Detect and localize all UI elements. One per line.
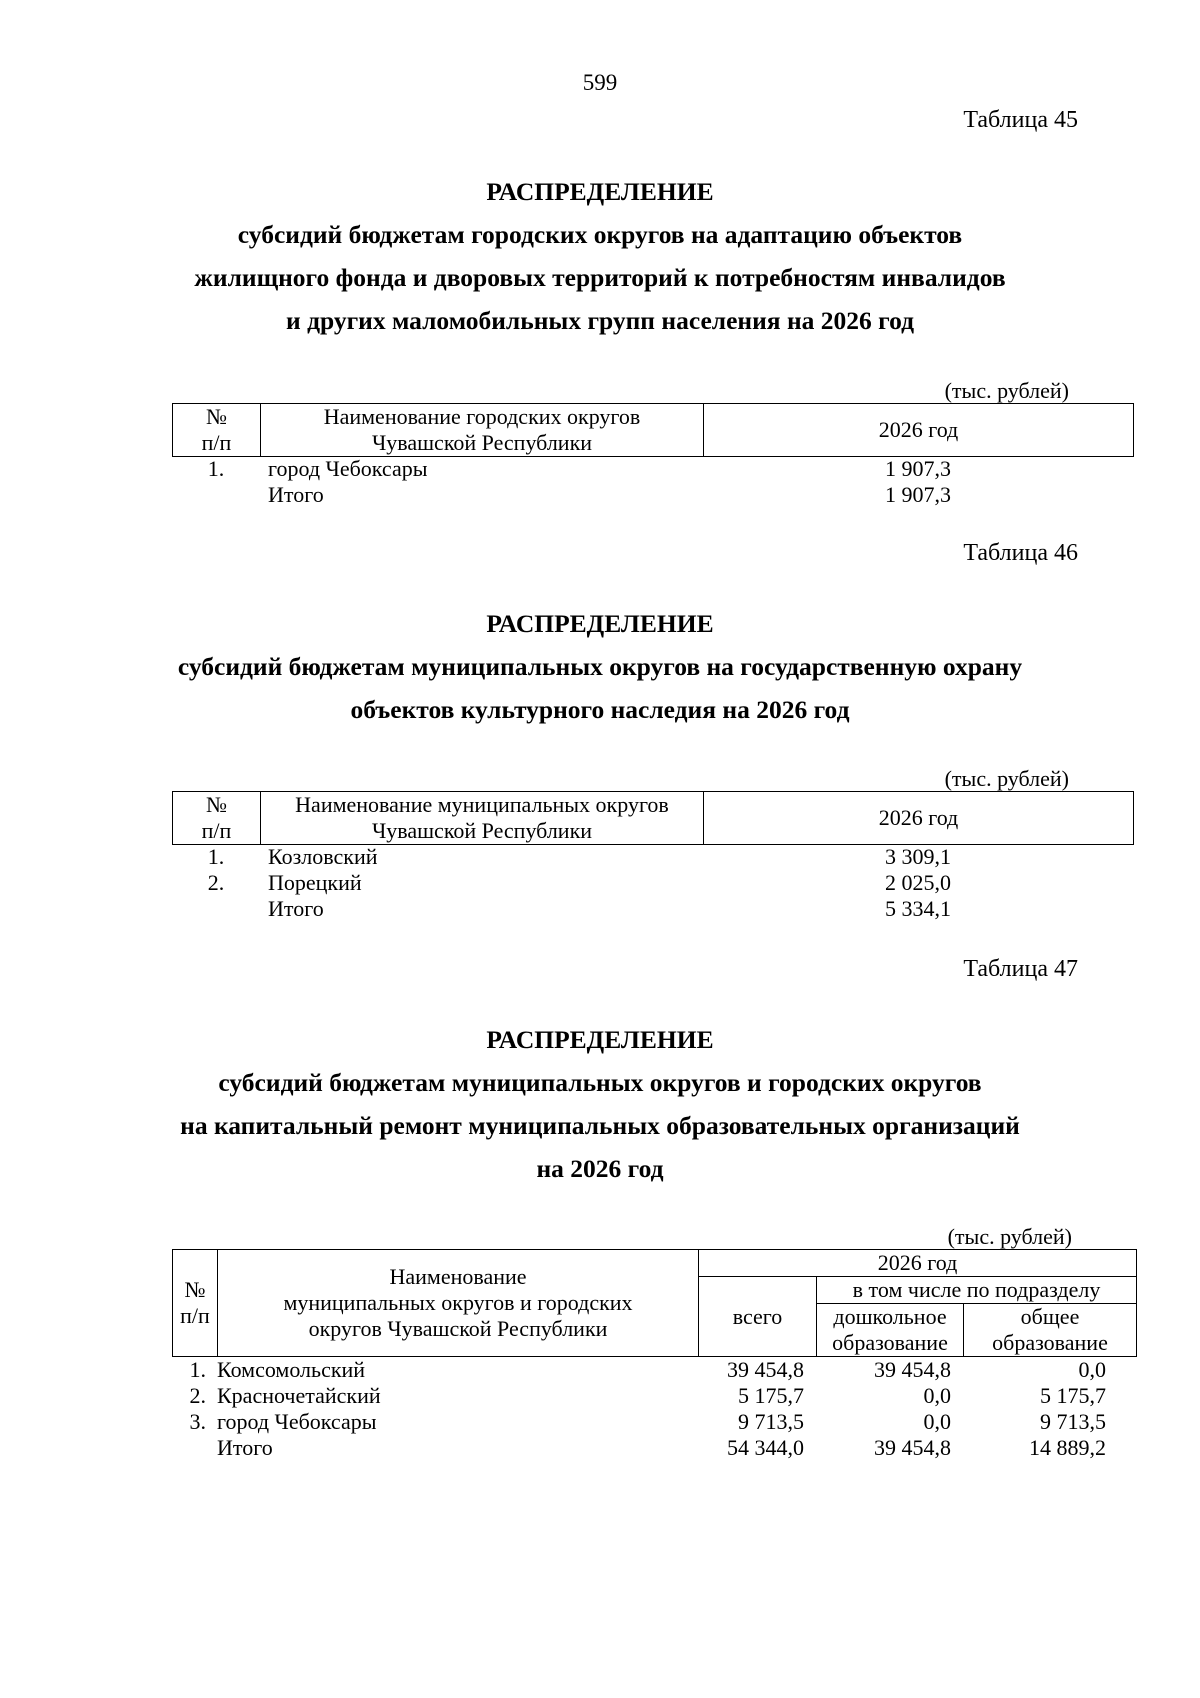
table-row <box>172 1435 1136 1461</box>
table-row <box>172 482 1133 508</box>
table-46-label: Таблица 46 <box>963 540 1078 566</box>
header-name-line1: Наименование городских округов <box>323 404 641 429</box>
header-general-line1: общее <box>1020 1304 1080 1329</box>
table-45-header <box>172 403 1134 457</box>
row-num: 1. <box>207 844 225 869</box>
row-num: 1. <box>207 456 225 481</box>
row-name: Порецкий <box>268 870 362 895</box>
header-num <box>173 792 261 845</box>
header-year: 2026 год <box>704 792 1134 845</box>
row-name: Комсомольский <box>217 1357 366 1382</box>
header-num-line2: п/п <box>180 1303 210 1328</box>
row-name: город Чебоксары <box>268 456 428 481</box>
table-row <box>172 896 1133 922</box>
table-row <box>172 1409 1136 1435</box>
row-num <box>172 482 260 508</box>
header-num-line1: № <box>184 1277 206 1302</box>
header-preschool-line2: образование <box>832 1330 948 1355</box>
table-45-body <box>172 456 1133 508</box>
header-year: 2026 год <box>699 1250 1137 1277</box>
header-name <box>261 792 704 845</box>
table-45-title <box>130 170 1070 342</box>
header-num-line1: № <box>206 792 227 817</box>
table-47-units: (тыс. рублей) <box>947 1224 1072 1249</box>
table-row <box>172 870 1133 896</box>
page-number: 599 <box>582 70 618 95</box>
header-preschool-line1: дошкольное <box>833 1304 947 1329</box>
table-47-title <box>130 1018 1070 1190</box>
row-value: 5 334,1 <box>885 896 951 921</box>
row-name: город Чебоксары <box>217 1409 377 1434</box>
row-num: 2. <box>189 1383 206 1408</box>
row-num: 1. <box>189 1357 206 1382</box>
header-general-line2: образование <box>992 1330 1108 1355</box>
row-general: 5 175,7 <box>1040 1383 1106 1408</box>
title-line: на капитальный ремонт муниципальных образовательных организаций <box>180 1111 1020 1140</box>
table-47-label: Таблица 47 <box>963 956 1078 982</box>
header-name <box>261 404 704 457</box>
table-row <box>172 1357 1136 1383</box>
row-preschool: 0,0 <box>923 1409 951 1434</box>
table-45-label: Таблица 45 <box>963 107 1078 133</box>
table-46-header <box>172 791 1134 845</box>
table-46-units: (тыс. рублей) <box>944 766 1069 791</box>
title-line: РАСПРЕДЕЛЕНИЕ <box>486 1025 714 1054</box>
row-num: 3. <box>189 1409 206 1434</box>
header-name-line2: муниципальных округов и городских <box>283 1290 633 1315</box>
header-num-line2: п/п <box>201 818 232 843</box>
title-line: жилищного фонда и дворовых территорий к потребностям инвалидов <box>194 263 1006 292</box>
header-name-line3: округов Чувашской Республики <box>308 1316 608 1341</box>
row-name: Козловский <box>268 844 378 869</box>
header-including: в том числе по подразделу <box>817 1277 1137 1304</box>
title-line: субсидий бюджетам городских округов на адаптацию объектов <box>237 220 963 249</box>
row-general: 0,0 <box>1078 1357 1106 1382</box>
row-total: 5 175,7 <box>738 1383 804 1408</box>
title-line: субсидий бюджетам муниципальных округов на государственную охрану <box>177 652 1023 681</box>
header-num <box>173 1250 218 1357</box>
row-value: 3 309,1 <box>885 844 951 869</box>
title-line: объектов культурного наследия на 2026 год <box>350 695 850 724</box>
row-num: 2. <box>207 870 225 895</box>
header-name <box>218 1250 699 1357</box>
header-num-line2: п/п <box>201 430 232 455</box>
title-line: на 2026 год <box>536 1154 664 1183</box>
row-value: 1 907,3 <box>885 482 951 507</box>
row-total: 39 454,8 <box>727 1357 804 1382</box>
row-num <box>172 1435 206 1461</box>
header-num <box>173 404 261 457</box>
header-name-line2: Чувашской Республики <box>371 430 593 455</box>
header-preschool <box>817 1304 964 1357</box>
row-general: 14 889,2 <box>1029 1435 1106 1460</box>
row-preschool: 39 454,8 <box>874 1357 951 1382</box>
title-line: РАСПРЕДЕЛЕНИЕ <box>486 177 714 206</box>
header-name-line1: Наименование муниципальных округов <box>295 792 669 817</box>
table-46-body <box>172 844 1133 922</box>
table-47-header <box>172 1249 1137 1357</box>
row-name: Красночетайский <box>217 1383 381 1408</box>
row-preschool: 0,0 <box>923 1383 951 1408</box>
table-row <box>172 1383 1136 1409</box>
row-preschool: 39 454,8 <box>874 1435 951 1460</box>
header-num-line1: № <box>206 404 227 429</box>
row-total: 54 344,0 <box>727 1435 804 1460</box>
header-name-line2: Чувашской Республики <box>371 818 593 843</box>
row-name: Итого <box>268 896 324 921</box>
table-46-title <box>130 602 1070 731</box>
row-value: 2 025,0 <box>885 870 951 895</box>
header-name-line1: Наименование <box>389 1264 527 1289</box>
header-year: 2026 год <box>704 404 1134 457</box>
row-general: 9 713,5 <box>1040 1409 1106 1434</box>
title-line: и других маломобильных групп населения на 2026 год <box>286 306 914 335</box>
row-name: Итого <box>217 1435 273 1460</box>
row-value: 1 907,3 <box>885 456 951 481</box>
row-num <box>172 896 260 922</box>
title-line: РАСПРЕДЕЛЕНИЕ <box>486 609 714 638</box>
header-total: всего <box>699 1277 817 1357</box>
row-name: Итого <box>268 482 324 507</box>
table-45-units: (тыс. рублей) <box>944 378 1069 403</box>
table-row <box>172 456 1133 482</box>
row-total: 9 713,5 <box>738 1409 804 1434</box>
table-row <box>172 844 1133 870</box>
title-line: субсидий бюджетам муниципальных округов и городских округов <box>218 1068 982 1097</box>
header-general <box>964 1304 1137 1357</box>
table-47-body <box>172 1357 1136 1461</box>
